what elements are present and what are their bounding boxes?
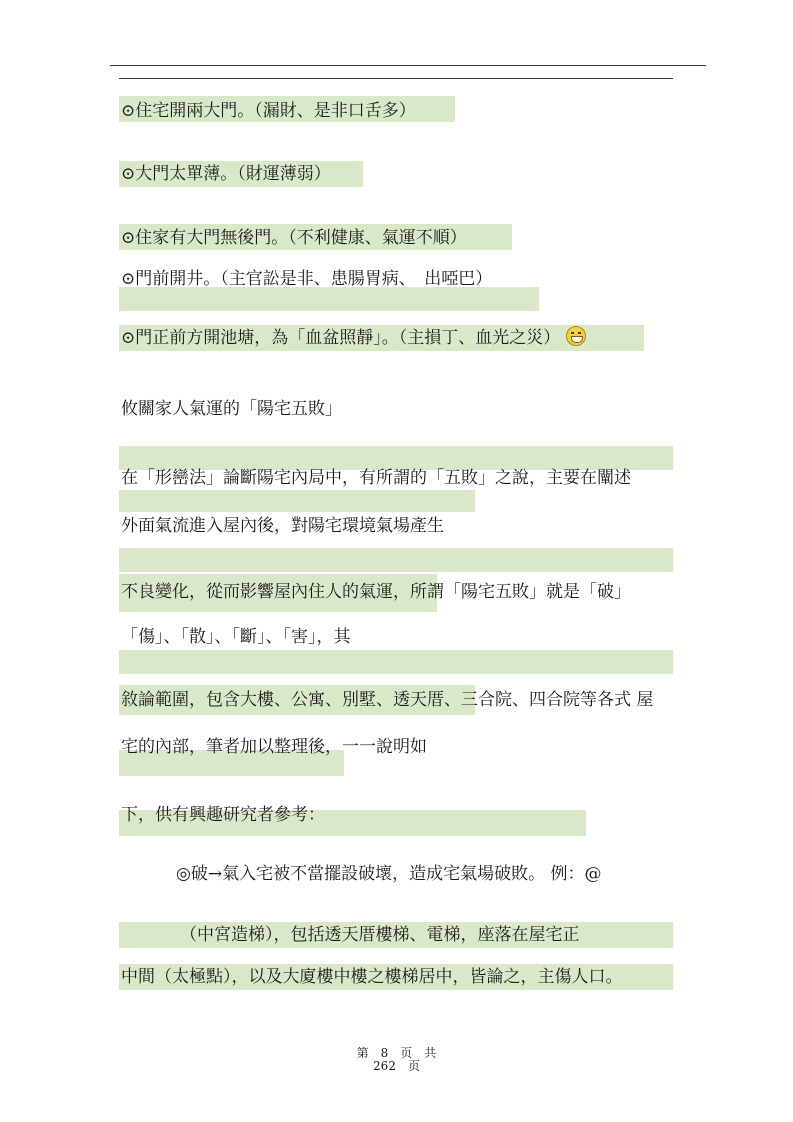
laughing-emoji-icon — [566, 326, 586, 346]
body-line: 在「形巒法」論斷陽宅內局中，有所謂的「五敗」之說，主要在闡述 — [121, 468, 631, 488]
body-line: 敘論範圍，包含大樓、公寓、別墅、透天厝、三合院、四合院等各式 屋 — [121, 690, 654, 710]
body-line: 下，供有興趣研究者參考： — [121, 805, 325, 825]
body-line: （中宮造梯），包括透天厝樓梯、電梯，座落在屋宅正 — [180, 925, 580, 945]
body-line: ⊙大門太單薄。（財運薄弱） — [121, 164, 331, 184]
body-line: 不良變化，從而影響屋內住人的氣運，所謂「陽宅五敗」就是「破」 — [121, 582, 631, 602]
page-number-line1: 第 8 页 共 — [356, 1046, 437, 1060]
body-line: ⊙門前開井。（主官訟是非、患腸胃病、 出啞巴） — [121, 269, 493, 289]
highlight-band — [119, 650, 673, 674]
body-line: ⊙住宅開兩大門。（漏財、是非口舌多） — [121, 101, 416, 121]
header-rule-bottom — [119, 78, 673, 79]
header-rule-top — [110, 65, 706, 66]
body-line: 宅的內部，筆者加以整理後，一一說明如 — [121, 737, 427, 757]
section-heading: 攸關家人氣運的「陽宅五敗」 — [121, 399, 342, 419]
body-line-text: ⊙門正前方開池塘，為「血盆照靜」。（主損丁、血光之災） — [121, 328, 561, 348]
body-line: 中間（太極點），以及大廈樓中樓之樓梯居中，皆論之，主傷人口。 — [121, 967, 623, 987]
body-line: ⊙住家有大門無後門。（不利健康、氣運不順） — [121, 228, 467, 248]
body-line: 「傷」、「散」、「斷」、「害」，其 — [121, 627, 351, 647]
page-number-line2: 262 页 — [373, 1059, 420, 1073]
body-line: ◎破→氣入宅被不當擺設破壞，造成宅氣場破敗。 例：@ — [176, 864, 602, 884]
body-line: 外面氣流進入屋內後，對陽宅環境氣場產生 — [121, 516, 444, 536]
body-line-with-emoji — [121, 326, 586, 350]
highlight-band — [119, 490, 475, 512]
highlight-band — [119, 548, 673, 572]
